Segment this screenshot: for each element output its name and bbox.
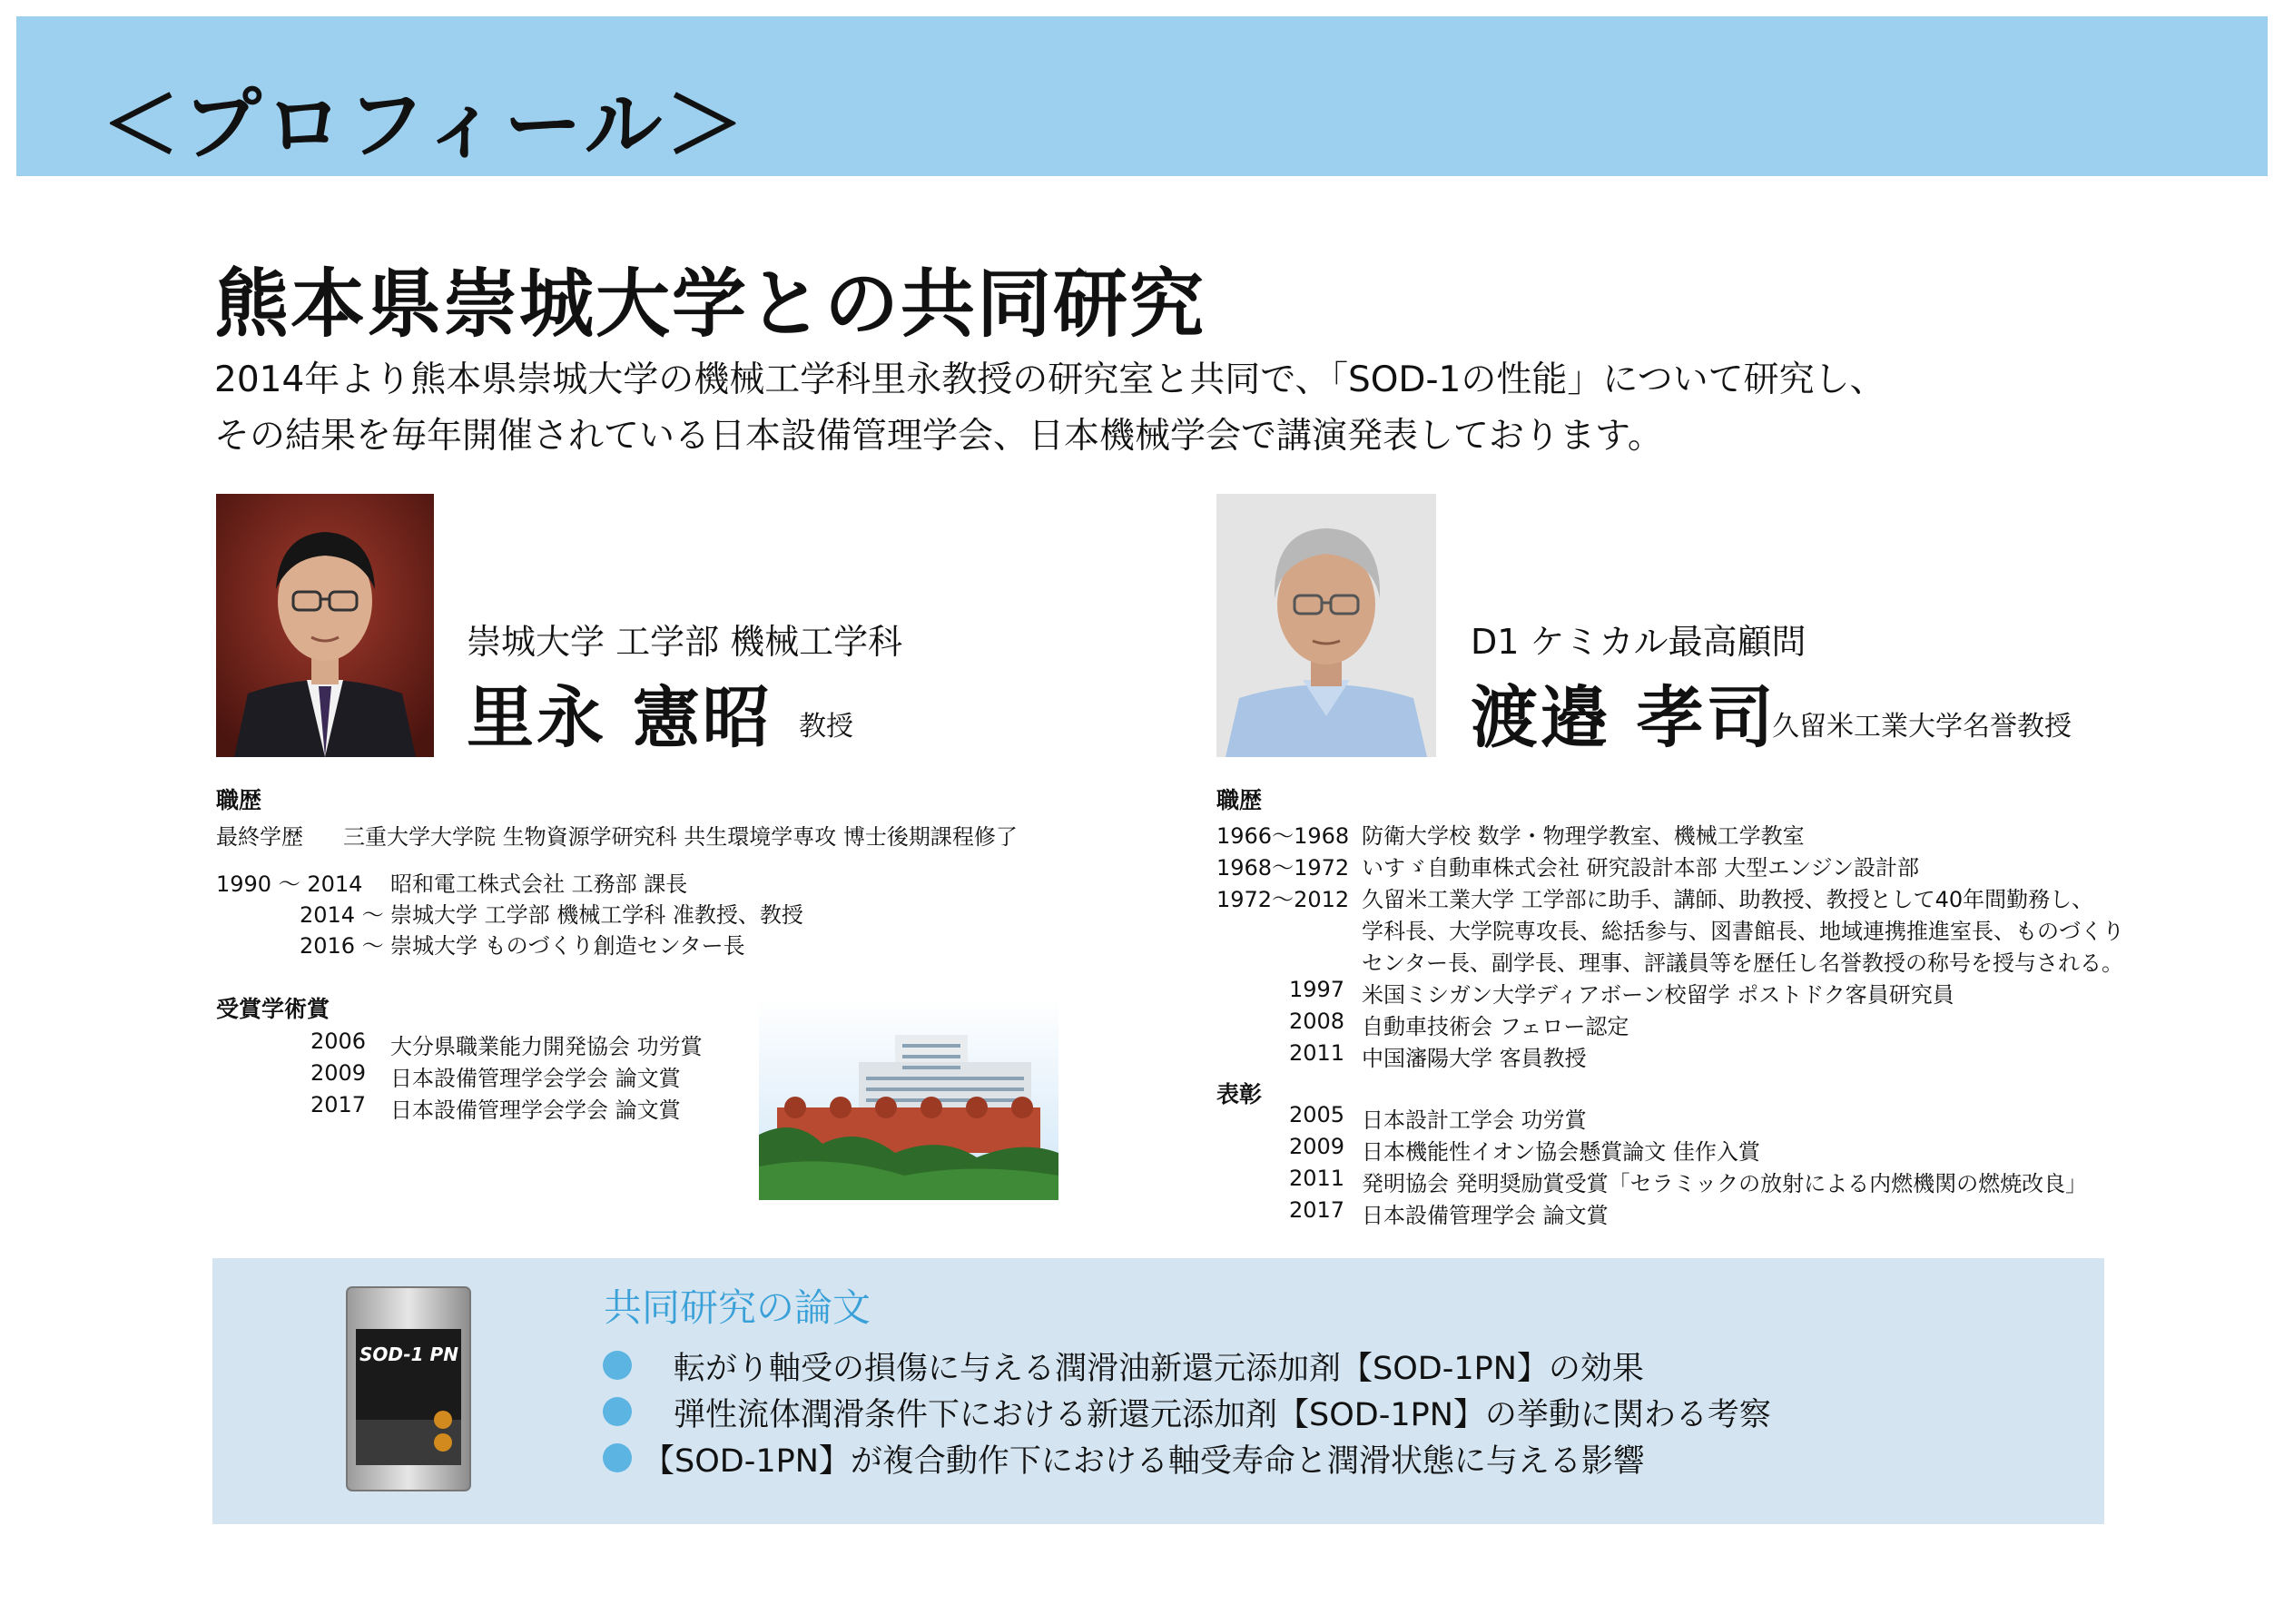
award-text: 日本機能性イオン協会懸賞論文 佳作入賞 [1362,1139,1760,1165]
career-row [216,928,1124,959]
career-year: 1968～1972 [1216,855,1350,881]
portrait-watanabe [1216,494,1436,757]
career-row [1216,881,2124,912]
award-row [216,1092,761,1123]
product-logo-text: SOD-1 PN [359,1343,458,1365]
career-text: 米国ミシガン大学ディアボーン校留学 ポストドク客員研究員 [1362,982,1954,1008]
award-year: 2009 [310,1060,367,1086]
award-year: 2017 [310,1092,367,1117]
paper-item: 転がり軸受の損傷に与える潤滑油新還元添加剤【SOD-1PN】の効果 [674,1351,1644,1387]
career-row [1216,977,2124,1008]
career-row [1216,1009,2124,1039]
award-row [1216,1134,2124,1165]
award-text: 日本設計工学会 功労賞 [1362,1107,1587,1133]
award-row [1216,1102,2124,1133]
papers-heading: 共同研究の論文 [604,1285,871,1330]
career-heading-left: 職歴 [216,787,262,813]
page-header-title: ＜プロフィール＞ [102,80,748,171]
award-text: 日本設備管理学会 論文賞 [1362,1203,1609,1228]
intro-line-1: 2014年より熊本県崇城大学の機械工学科里永教授の研究室と共同で、「SOD-1の性能」について研究し、 [214,359,1885,400]
education-label: 最終学歴 [216,824,303,850]
career-year: 1997 [1289,977,1345,1002]
career-row [1216,850,2124,881]
award-text: 日本設備管理学会学会 論文賞 [390,1097,681,1123]
bullet-icon [603,1443,632,1472]
award-row [216,1029,761,1059]
career-row [216,897,1124,928]
award-row [1216,1166,2124,1196]
main-title: 熊本県崇城大学との共同研究 [214,261,1206,348]
education-row [216,819,1106,850]
career-text: 自動車技術会 フェロー認定 [1362,1014,1629,1039]
career-text: 防衛大学校 数学・物理学教室、機械工学教室 [1362,823,1805,849]
product-can-image [343,1284,474,1494]
award-text: 発明協会 発明奨励賞受賞「セラミックの放射による内燃機関の燃焼改良」 [1362,1171,2088,1196]
name-watanabe: 渡邉 孝司 [1471,679,1777,757]
paper-item: 弾性流体潤滑条件下における新還元添加剤【SOD-1PN】の挙動に関わる考察 [674,1397,1771,1433]
award-year: 2011 [1289,1166,1345,1191]
title-satonaga: 教授 [799,711,853,743]
career-text: 久留米工業大学 工学部に助手、講師、助教授、教授として40年間勤務し、 [1362,887,2094,912]
affiliation-watanabe: D1 ケミカル最高顧問 [1471,622,1807,662]
name-satonaga: 里永 憲昭 [467,679,773,757]
bullet-icon [603,1351,632,1380]
career-year: 2016 ～ [300,933,384,959]
award-text: 日本設備管理学会学会 論文賞 [390,1066,681,1091]
career-row [1216,945,2124,976]
education-value: 三重大学大学院 生物資源学研究科 共生環境学専攻 博士後期課程修了 [343,824,1018,850]
award-row [216,1060,761,1091]
award-text: 大分県職業能力開発協会 功労賞 [390,1034,703,1059]
career-year: 2014 ～ [300,902,384,928]
award-year: 2009 [1289,1134,1345,1159]
career-row [1216,913,2124,944]
intro-text [214,352,1885,465]
career-text: センター長、副学長、理事、評議員等を歴任し名誉教授の称号を授与される。 [1362,950,2124,976]
paper-item: 【SOD-1PN】が複合動作下における軸受寿命と潤滑状態に与える影響 [643,1443,1645,1480]
product-logo [359,1334,458,1374]
career-row [1216,1040,2124,1071]
bullet-icon [603,1397,632,1426]
career-text: 昭和電工株式会社 工務部 課長 [390,871,688,897]
award-year: 2006 [310,1029,367,1054]
career-row [1216,818,2124,849]
campus-photo [759,999,1058,1200]
career-heading-right: 職歴 [1216,787,1263,813]
affiliation-satonaga: 崇城大学 工学部 機械工学科 [467,622,903,662]
award-row [1216,1197,2124,1228]
career-year: 2008 [1289,1009,1345,1034]
career-year: 1990 ～ 2014 [216,871,363,897]
career-year: 1972～2012 [1216,887,1350,912]
career-text: 崇城大学 工学部 機械工学科 准教授、教授 [390,902,803,928]
career-row [216,866,1124,897]
career-text: 中国瀋陽大学 客員教授 [1362,1046,1587,1071]
career-text: 学科長、大学院専攻長、総括参与、図書館長、地域連携推進室長、ものづくり [1362,919,2124,944]
awards-heading-right: 表彰 [1216,1081,1263,1107]
career-text: 崇城大学 ものづくり創造センター長 [390,933,745,959]
career-year: 2011 [1289,1040,1345,1066]
intro-line-2: その結果を毎年開催されている日本設備管理学会、日本機械学会で講演発表しております。 [214,416,1663,457]
award-year: 2005 [1289,1102,1345,1127]
portrait-satonaga [216,494,434,757]
award-year: 2017 [1289,1197,1345,1223]
awards-heading-left: 受賞学術賞 [216,996,330,1022]
title-watanabe: 久留米工業大学名誉教授 [1772,711,2072,743]
career-year: 1966～1968 [1216,823,1350,849]
career-text: いすゞ自動車株式会社 研究設計本部 大型エンジン設計部 [1362,855,1920,881]
